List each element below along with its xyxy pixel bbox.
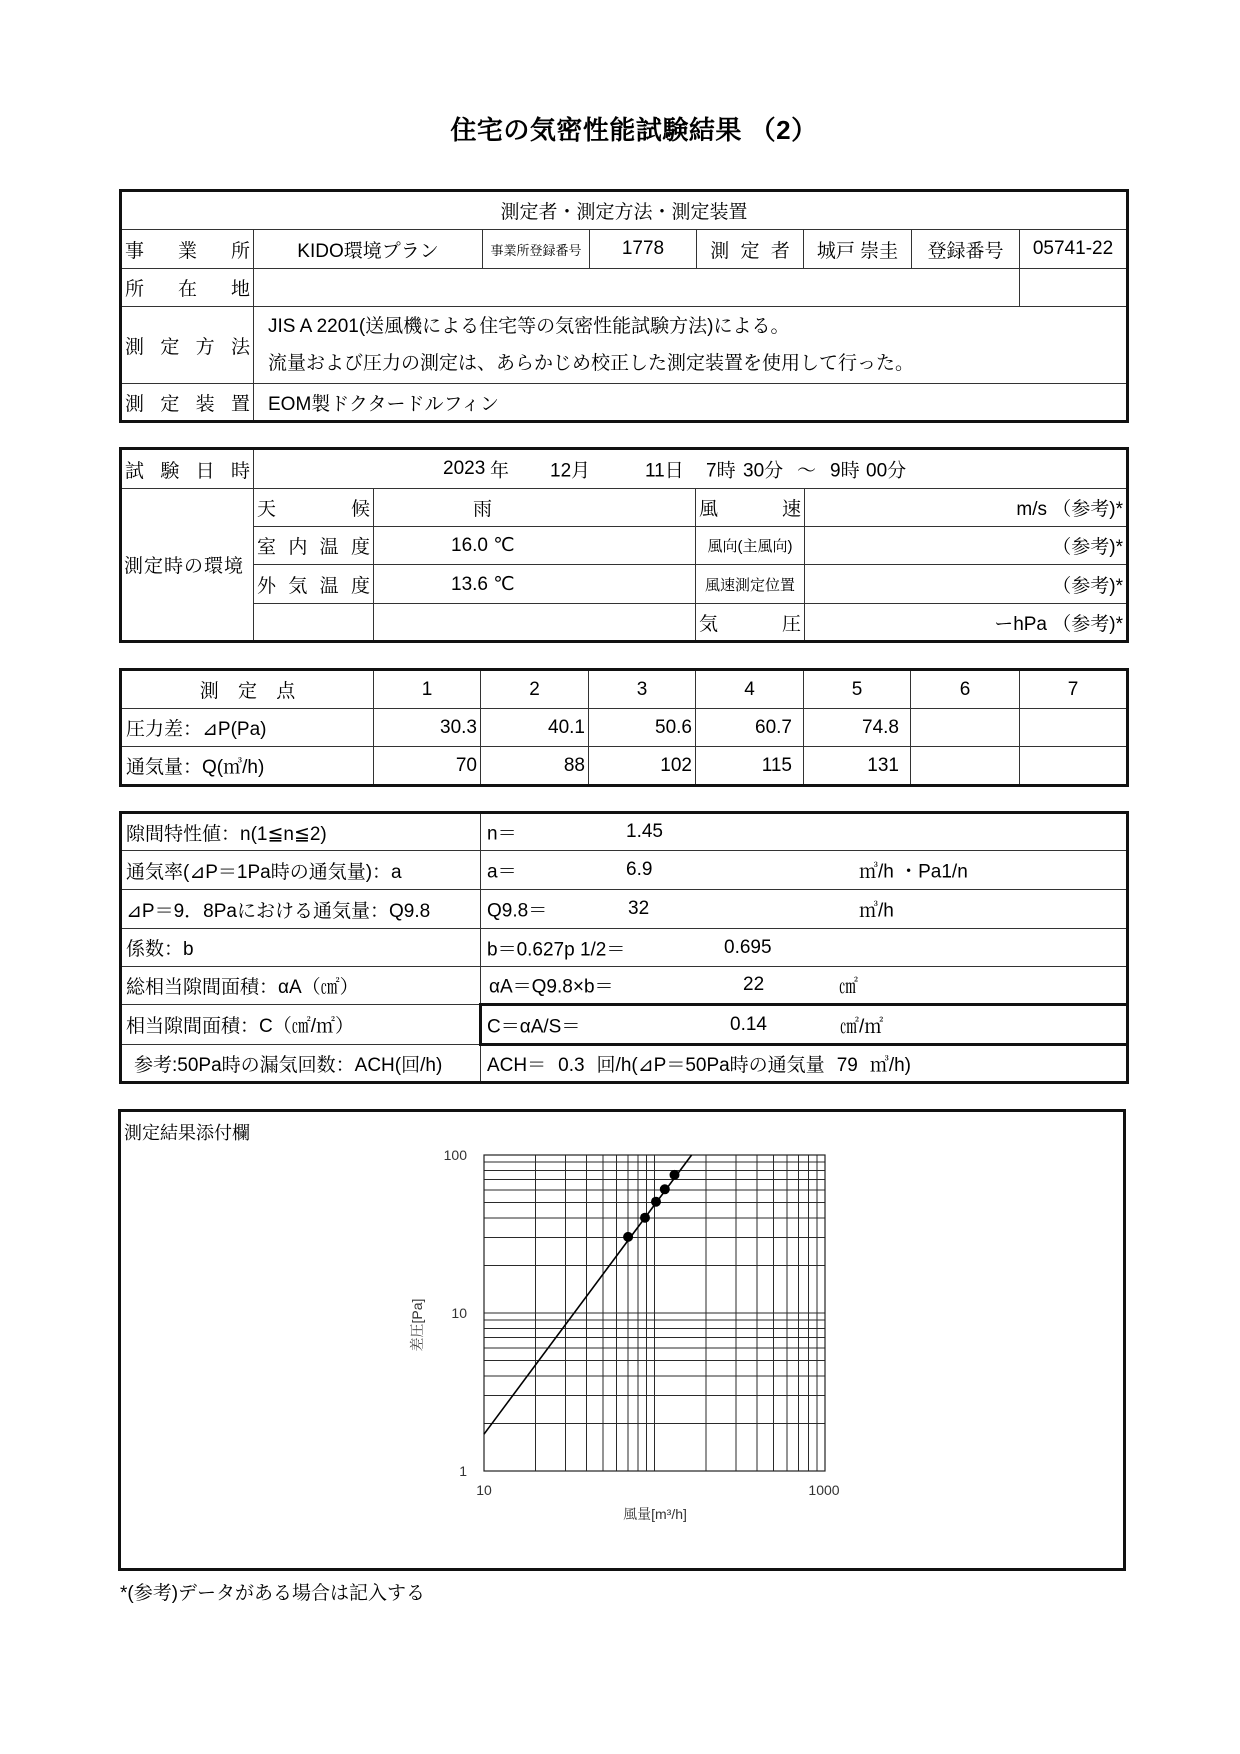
method-line-1: JIS A 2201(送風機による住宅等の気密性能試験方法)による。 [268, 316, 790, 337]
fit-line [484, 1155, 692, 1434]
device-text: EOM製ドクタードルフィン [268, 393, 499, 415]
result-row-alpha-a [121, 967, 1128, 1005]
point-number: 7 [1020, 670, 1128, 709]
data-point [651, 1197, 661, 1207]
start-hour: 7時 [706, 460, 736, 482]
result-row-b [121, 929, 1128, 967]
result-value-cell [481, 967, 1128, 1005]
y-axis-title: 差圧[Pa] [409, 1298, 425, 1352]
air-pressure-label: 気 圧 [696, 604, 805, 642]
flow-at-50pa-unit: ㎥/h) [869, 1055, 912, 1076]
wind-direction-label: 風向(主風向) [696, 527, 805, 565]
y-tick-label: 1 [459, 1463, 467, 1479]
result-prefix: ACH＝ [487, 1055, 547, 1076]
page-title: 住宅の気密性能試験結果 （2） [450, 115, 818, 145]
indoor-temp-label: 室 内 温 度 [254, 527, 374, 565]
result-prefix: a＝ [487, 861, 517, 883]
datetime-value [254, 449, 1128, 489]
result-row-c [121, 1005, 1128, 1045]
result-label: 相当隙間面積：C（㎠/㎡） [121, 1005, 481, 1045]
method-line-2: 流量および圧力の測定は、あらかじめ校正した測定装置を使用して行った。 [268, 353, 915, 374]
method-label: 測 定 方 法 [121, 307, 254, 384]
result-label: 総相当隙間面積：αA（㎠） [121, 967, 481, 1005]
blank-label [254, 604, 374, 642]
pressure-value: 60.7 [696, 709, 804, 747]
data-point [640, 1213, 650, 1223]
result-row-a [121, 851, 1128, 890]
result-value-cell [481, 851, 1128, 890]
ach-value: 0.3 [558, 1055, 585, 1076]
flow-value [1020, 747, 1128, 786]
y-tick-label: 100 [443, 1147, 467, 1163]
device-value [254, 384, 1128, 422]
pressure-value [911, 709, 1020, 747]
chart-series [484, 1155, 692, 1434]
wind-position-label: 風速測定位置 [696, 565, 805, 604]
pressure-value [1020, 709, 1128, 747]
point-number: 1 [374, 670, 481, 709]
measurer-value: 城戸 崇圭 [804, 230, 912, 269]
wind-speed-value: m/s （参考)* [805, 489, 1128, 527]
result-value-cell [481, 1045, 1128, 1083]
date-year-unit: 年 [490, 460, 510, 482]
date-year: 2023 [443, 458, 486, 479]
reg-no-value: 05741-22 [1020, 230, 1128, 269]
flow-value: 131 [804, 747, 911, 786]
location-label: 所 在 地 [121, 269, 254, 307]
result-label: 通気率(⊿P＝1Pa時の通気量)：a [121, 851, 481, 890]
office-value: KIDO環境プラン [254, 230, 483, 269]
reg-no-label: 登録番号 [912, 230, 1020, 269]
data-point [670, 1170, 680, 1180]
result-unit: 回/h(⊿P＝50Pa時の通気量 [596, 1055, 825, 1076]
result-row-n [121, 813, 1128, 851]
outdoor-temp-value: 13.6 ℃ [374, 565, 696, 604]
result-value-cell [481, 813, 1128, 851]
measurer-label: 測 定 者 [697, 230, 804, 269]
wind-direction-value: （参考)* [805, 527, 1128, 565]
result-value: 0.14 [730, 1013, 767, 1035]
result-label: 係数：b [121, 929, 481, 967]
x-axis-title: 風量[m³/h] [623, 1506, 687, 1522]
data-point [623, 1232, 633, 1242]
footnote: *(参考)データがある場合は記入する [120, 1583, 426, 1604]
wind-speed-label: 風 速 [696, 489, 805, 527]
weather-label: 天 候 [254, 489, 374, 527]
end-hour: 9時 [830, 460, 860, 482]
outdoor-temp-label: 外 気 温 度 [254, 565, 374, 604]
point-number: 2 [481, 670, 589, 709]
result-prefix: b＝0.627p 1/2＝ [487, 939, 626, 960]
blank-value [374, 604, 696, 642]
pressure-value: 74.8 [804, 709, 911, 747]
result-prefix: Q9.8＝ [487, 900, 548, 922]
weather-value: 雨 [374, 489, 696, 527]
point-number: 5 [804, 670, 911, 709]
points-header-label: 測 定 点 [121, 670, 374, 709]
result-unit: ㎥/h ・Pa1/n [859, 861, 968, 883]
results-table [119, 811, 1129, 1084]
result-value-cell [481, 890, 1128, 929]
point-number: 4 [696, 670, 804, 709]
end-minute: 00分 [866, 460, 907, 482]
flow-value [911, 747, 1020, 786]
result-unit: ㎥/h [859, 900, 894, 922]
result-prefix: αA＝Q9.8×b＝ [489, 976, 614, 998]
method-value [254, 307, 1128, 384]
measurer-table [119, 189, 1129, 423]
x-tick-label: 1000 [808, 1482, 840, 1498]
result-prefix: C＝αA/S＝ [487, 1016, 581, 1037]
result-prefix: n＝ [487, 823, 517, 845]
result-label: ⊿P＝9．8Paにおける通気量：Q9.8 [121, 890, 481, 929]
time-range-tilde: ～ [797, 460, 817, 482]
result-value: 32 [628, 898, 650, 919]
date-month: 12月 [550, 460, 591, 482]
x-tick-label: 10 [476, 1482, 492, 1498]
result-unit: ㎠/㎡ [840, 1016, 884, 1037]
office-reg-value: 1778 [590, 230, 697, 269]
result-value: 1.45 [626, 821, 663, 842]
result-row-ach [121, 1045, 1128, 1083]
measurement-points-table [119, 668, 1129, 787]
indoor-temp-value: 16.0 ℃ [374, 527, 696, 565]
flow-label: 通気量：Q(㎥/h) [121, 747, 374, 786]
chart-section-label: 測定結果添付欄 [124, 1123, 250, 1143]
air-pressure-value: ーhPa （参考)* [805, 604, 1128, 642]
point-number: 3 [589, 670, 696, 709]
pressure-value: 40.1 [481, 709, 589, 747]
result-value: 22 [743, 974, 765, 995]
location-extra [1020, 269, 1128, 307]
pressure-flow-chart [360, 1130, 880, 1540]
flow-value: 102 [589, 747, 696, 786]
result-label: 隙間特性値：n(1≦n≦2) [121, 813, 481, 851]
pressure-value: 30.3 [374, 709, 481, 747]
start-minute: 30分 [743, 460, 784, 482]
pressure-label: 圧力差：⊿P(Pa) [121, 709, 374, 747]
environment-label: 測定時の環境 [121, 489, 254, 642]
location-value [254, 269, 1020, 307]
device-label: 測 定 装 置 [121, 384, 254, 422]
flow-value: 115 [696, 747, 804, 786]
date-day: 11日 [645, 460, 684, 482]
datetime-label: 試 験 日 時 [121, 449, 254, 489]
conditions-table [119, 447, 1129, 643]
point-number: 6 [911, 670, 1020, 709]
data-point [660, 1184, 670, 1194]
result-unit: ㎠ [839, 976, 859, 998]
measurer-table-header: 測定者・測定方法・測定装置 [121, 191, 1128, 230]
wind-position-value: （参考)* [805, 565, 1128, 604]
result-value: 6.9 [626, 859, 653, 880]
flow-at-50pa-value: 79 [836, 1055, 858, 1076]
office-label: 事 業 所 [121, 230, 254, 269]
result-row-q98 [121, 890, 1128, 929]
pressure-value: 50.6 [589, 709, 696, 747]
flow-value: 88 [481, 747, 589, 786]
result-value: 0.695 [724, 936, 772, 958]
y-tick-label: 10 [451, 1305, 467, 1321]
result-value-cell-highlighted [481, 1005, 1128, 1045]
flow-value: 70 [374, 747, 481, 786]
office-reg-label: 事業所登録番号 [483, 230, 590, 269]
result-value-cell [481, 929, 1128, 967]
result-label: 参考:50Pa時の漏気回数：ACH(回/h) [121, 1045, 481, 1083]
